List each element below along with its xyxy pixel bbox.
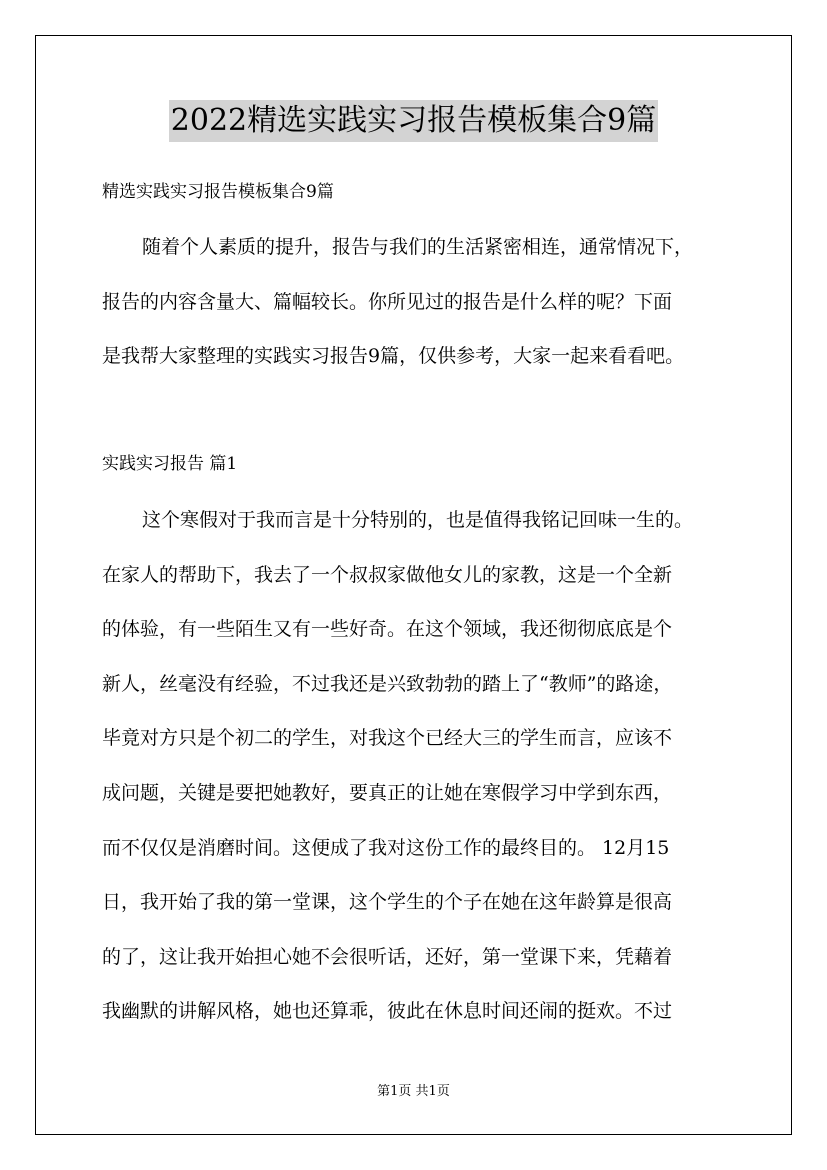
body-line: 我幽默的讲解风格，她也还算乖，彼此在休息时间还闹的挺欢。不过 [102,1000,673,1023]
body-line: 而不仅仅是消磨时间。这便成了我对这份工作的最终目的。 12月15 [102,836,670,859]
section-heading: 实践实习报告 篇1 [102,454,238,474]
document-subtitle: 精选实践实习报告模板集合9篇 [102,182,334,202]
body-line: 新人，丝毫没有经验，不过我还是兴致勃勃的踏上了“教师”的路途， [102,672,673,695]
title-container [0,100,827,142]
document-title: 2022精选实践实习报告模板集合9篇 [169,100,658,142]
page-footer: 第1页 共1页 [377,1084,450,1099]
body-line: 毕竟对方只是个初二的学生，对我这个已经大三的学生而言，应该不 [102,727,673,750]
body-line: 日，我开始了我的第一堂课，这个学生的个子在她在这年龄算是很高 [102,891,673,914]
body-line: 的体验，有一些陌生又有一些好奇。在这个领域，我还彻彻底底是个 [102,618,673,641]
intro-line: 随着个人素质的提升，报告与我们的生活紧密相连，通常情况下， [142,236,694,258]
intro-line: 报告的内容含量大、篇幅较长。你所见过的报告是什么样的呢？下面 [102,290,673,313]
body-line: 这个寒假对于我而言是十分特别的，也是值得我铭记回味一生的。 [142,509,694,531]
body-line: 成问题，关键是要把她教好，要真正的让她在寒假学习中学到东西， [102,781,673,804]
body-line: 在家人的帮助下，我去了一个叔叔家做他女儿的家教，这是一个全新 [102,563,673,586]
intro-paragraph [102,232,742,396]
body-paragraph [102,505,742,1051]
intro-line: 是我帮大家整理的实践实习报告9篇，仅供参考，大家一起来看看吧。 [102,345,685,368]
body-line: 的了，这让我开始担心她不会很听话，还好，第一堂课下来，凭藉着 [102,945,673,968]
